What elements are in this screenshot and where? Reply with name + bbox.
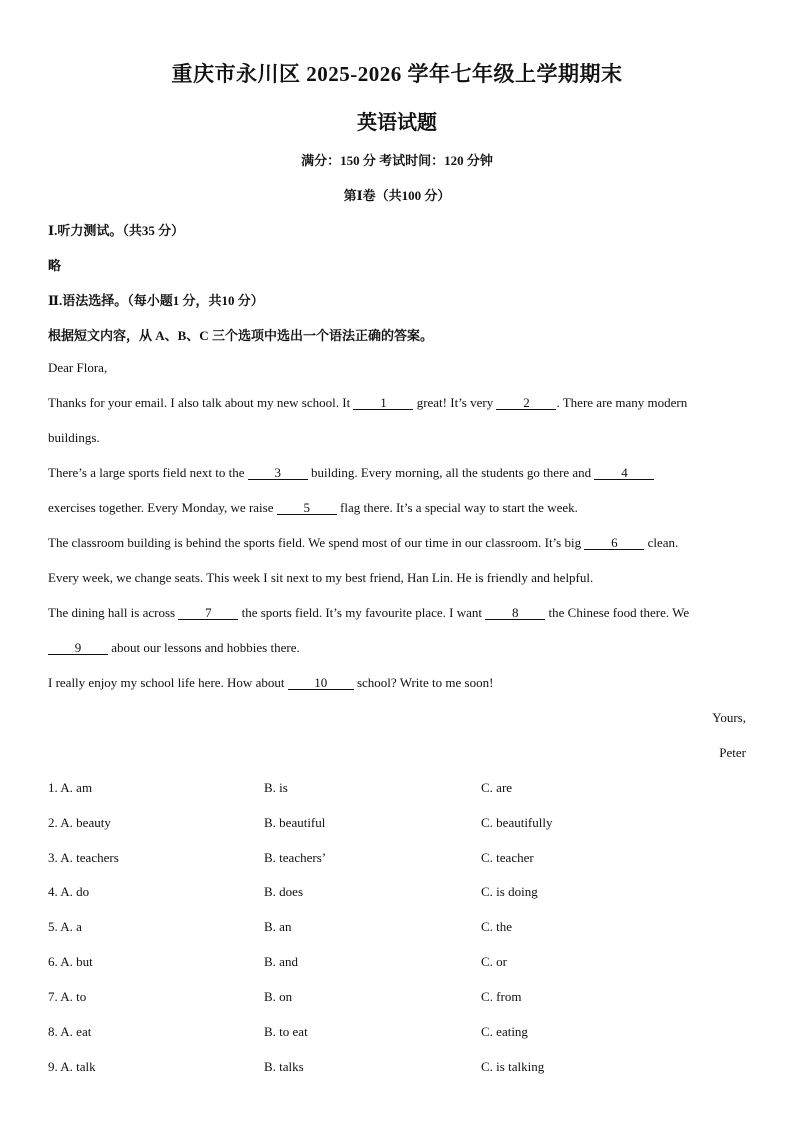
option-c[interactable]: C. is doing (481, 884, 538, 899)
option-row (48, 780, 746, 798)
option-a[interactable]: 9. A. talk (48, 1059, 96, 1074)
option-b[interactable]: B. talks (264, 1059, 304, 1074)
letter-line (48, 535, 746, 551)
option-b[interactable]: B. on (264, 989, 293, 1004)
option-c[interactable]: C. are (481, 780, 513, 795)
option-a[interactable]: 1. A. am (48, 780, 93, 795)
letter-greeting: Dear Flora, (48, 360, 108, 375)
option-a[interactable]: 7. A. to (48, 989, 87, 1004)
option-c[interactable]: C. or (481, 954, 507, 969)
option-row (48, 884, 746, 902)
option-a[interactable]: 4. A. do (48, 884, 90, 899)
letter-line (48, 675, 746, 691)
option-c[interactable]: C. is talking (481, 1059, 545, 1074)
blank-3: 3 (248, 466, 308, 480)
option-b[interactable]: B. is (264, 780, 288, 795)
blank-2: 2 (496, 396, 556, 410)
option-row (48, 850, 746, 868)
option-b[interactable]: B. beautiful (264, 815, 326, 830)
option-row (48, 954, 746, 972)
letter-text: . There are many modern (556, 395, 688, 410)
blank-7: 7 (178, 606, 238, 620)
letter-text: about our lessons and hobbies there. (108, 640, 300, 655)
option-a[interactable]: 3. A. teachers (48, 850, 119, 865)
letter-text: Thanks for your email. I also talk about my new school. It (48, 395, 354, 410)
letter-closing: Yours, (712, 710, 746, 725)
blank-6: 6 (584, 536, 644, 550)
option-b[interactable]: B. teachers’ (264, 850, 327, 865)
option-row (48, 919, 746, 937)
letter-line: buildings. (48, 430, 100, 445)
option-c[interactable]: C. eating (481, 1024, 528, 1039)
letter-text: flag there. It’s a special way to start the week. (336, 500, 578, 515)
option-c[interactable]: C. from (481, 989, 522, 1004)
option-a[interactable]: 5. A. a (48, 919, 82, 934)
letter-line (48, 500, 746, 516)
part2-instruction: 根据短文内容，从 A、B、C 三个选项中选出一个语法正确的答案。 (48, 328, 433, 343)
letter-line (48, 395, 746, 411)
exam-subtitle: 英语试题 (357, 112, 437, 134)
option-c[interactable]: C. teacher (481, 850, 534, 865)
part2-heading: Ⅱ.语法选择。（每小题1 分，共10 分） (48, 293, 264, 308)
letter-text: I really enjoy my school life here. How about (48, 675, 288, 690)
letter-line (48, 640, 746, 656)
option-c[interactable]: C. the (481, 919, 513, 934)
option-a[interactable]: 2. A. beauty (48, 815, 111, 830)
letter-line (48, 605, 746, 621)
letter-text: the sports field. It’s my favourite place. I want (238, 605, 486, 620)
part1-content: 略 (48, 258, 62, 273)
part1-heading: Ⅰ.听力测试。（共35 分） (48, 223, 185, 238)
option-row (48, 815, 746, 833)
letter-line: Every week, we change seats. This week I sit next to my best friend, Han Lin. He is friendly and helpful. (48, 570, 594, 585)
letter-text: the Chinese food there. We (545, 605, 690, 620)
option-c[interactable]: C. beautifully (481, 815, 553, 830)
letter-text: The dining hall is across (48, 605, 179, 620)
option-a[interactable]: 6. A. but (48, 954, 93, 969)
option-row (48, 989, 746, 1007)
option-b[interactable]: B. does (264, 884, 303, 899)
exam-title: 重庆市永川区 2025-2026 学年七年级上学期期末 (171, 62, 623, 86)
letter-text: building. Every morning, all the students go there and (307, 465, 595, 480)
letter-line (48, 465, 746, 481)
letter-text: exercises together. Every Monday, we raise (48, 500, 277, 515)
option-b[interactable]: B. and (264, 954, 298, 969)
blank-1: 1 (353, 396, 413, 410)
blank-5: 5 (277, 501, 337, 515)
option-row (48, 1024, 746, 1042)
exam-meta: 满分：150 分 考试时间：120 分钟 (301, 153, 493, 168)
option-b[interactable]: B. an (264, 919, 292, 934)
letter-signature: Peter (719, 745, 746, 760)
blank-8: 8 (485, 606, 545, 620)
option-a[interactable]: 8. A. eat (48, 1024, 92, 1039)
letter-text: school? Write to me soon! (353, 675, 494, 690)
blank-4: 4 (594, 466, 654, 480)
option-row (48, 1059, 746, 1077)
volume-heading: 第Ⅰ卷（共100 分） (343, 188, 451, 203)
option-b[interactable]: B. to eat (264, 1024, 308, 1039)
blank-10: 10 (288, 676, 354, 690)
blank-9: 9 (48, 641, 108, 655)
letter-text: clean. (644, 535, 679, 550)
letter-text: great! It’s very (413, 395, 497, 410)
letter-text: There’s a large sports field next to the (48, 465, 248, 480)
letter-text: The classroom building is behind the sports field. We spend most of our time in our classroom. It’s big (48, 535, 585, 550)
